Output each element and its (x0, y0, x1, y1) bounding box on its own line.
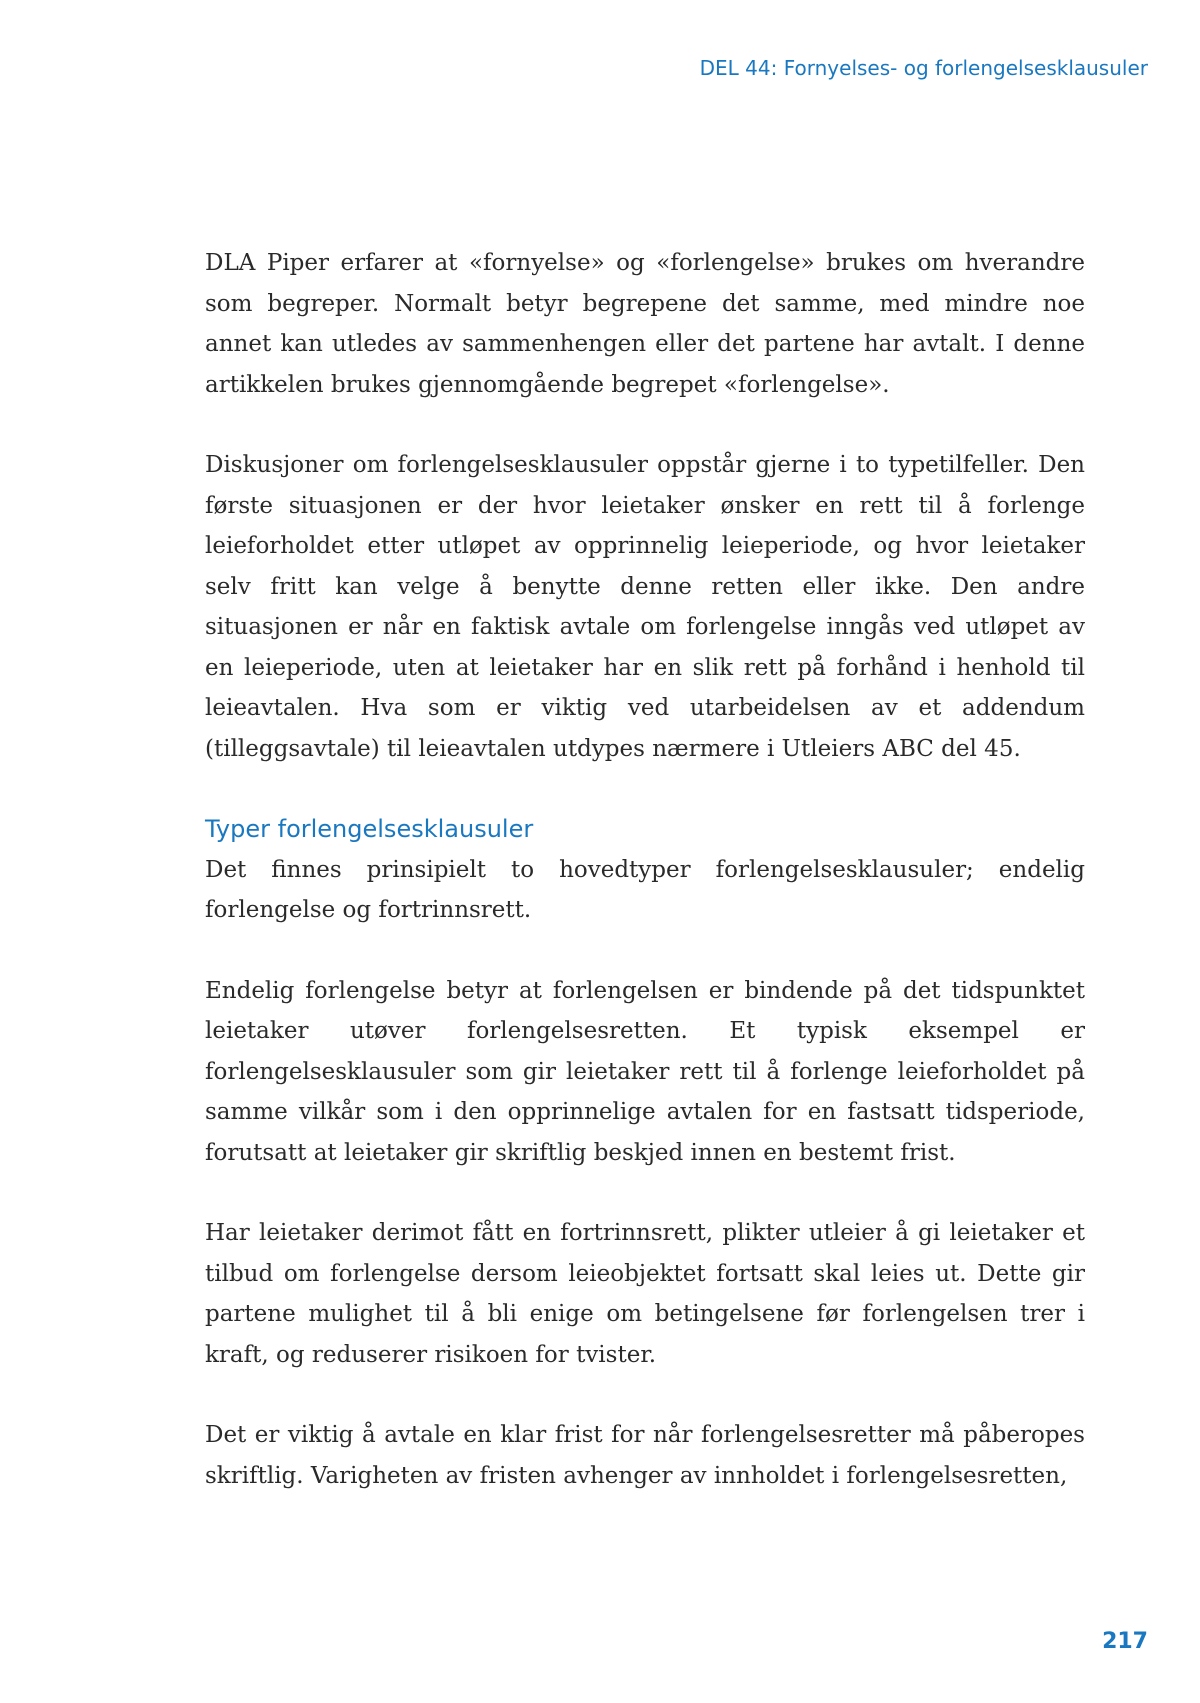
paragraph-final-extension: Endelig forlengelse betyr at forlengelsen er bindende på det tidspunktet leietaker utøver forlengelsesretten. Et typisk eksempel er forlengelsesklausuler som gir leietaker rett til å forlenge leieforholdet på samme vilkår som i den opprinnelige avtalen for en fastsatt tidsperiode, forutsatt at leietaker gir skriftlig beskjed innen en bestemt frist. (205, 977, 1085, 1166)
section-heading: Typer forlengelsesklausuler (205, 815, 534, 843)
paragraph-intro: DLA Piper erfarer at «fornyelse» og «forlengelse» brukes om hverandre som begreper. Normalt betyr begrepene det samme, med mindre noe annet kan utledes av sammenhengen eller det partene har avtalt. I denne artikkelen brukes gjennomgående begrepet «forlengelse». (205, 250, 1085, 398)
paragraph-situations: Diskusjoner om forlengelsesklausuler oppstår gjerne i to typetilfeller. Den første situasjonen er der hvor leietaker ønsker en rett til å forlenge leieforholdet etter utløpet av opprinnelig leieperiode, og hvor leietaker selv fritt kan velge å benytte denne retten eller ikke. Den andre situasjonen er når en faktisk avtale om forlengelse inngås ved utløpet av en leieperiode, uten at leietaker har en slik rett på forhånd i henhold til leieavtalen. Hva som er viktig ved utarbeidelsen av et addendum (tilleggsavtale) til leieavtalen utdypes nærmere i Utleiers ABC del 45. (205, 452, 1085, 762)
running-header: DEL 44: Fornyelses- og forlengelsesklausuler (699, 56, 1148, 80)
page-number: 217 (1102, 1629, 1148, 1654)
paragraph-deadline: Det er viktig å avtale en klar frist for når forlengelsesretter må påberopes skriftlig. Varigheten av fristen avhenger av innholdet i forlengelsesretten, (205, 1422, 1085, 1489)
paragraph-types: Det finnes prinsipielt to hovedtyper forlengelsesklausuler; endelig forlengelse og fortrinnsrett. (205, 856, 1085, 923)
paragraph-preemption: Har leietaker derimot fått en fortrinnsrett, plikter utleier å gi leietaker et tilbud om forlengelse dersom leieobjektet fortsatt skal leies ut. Dette gir partene mulighet til å bli enige om betingelsene før forlengelsen trer i kraft, og reduserer risikoen for tvister. (205, 1220, 1085, 1368)
article-body (205, 243, 1085, 1496)
